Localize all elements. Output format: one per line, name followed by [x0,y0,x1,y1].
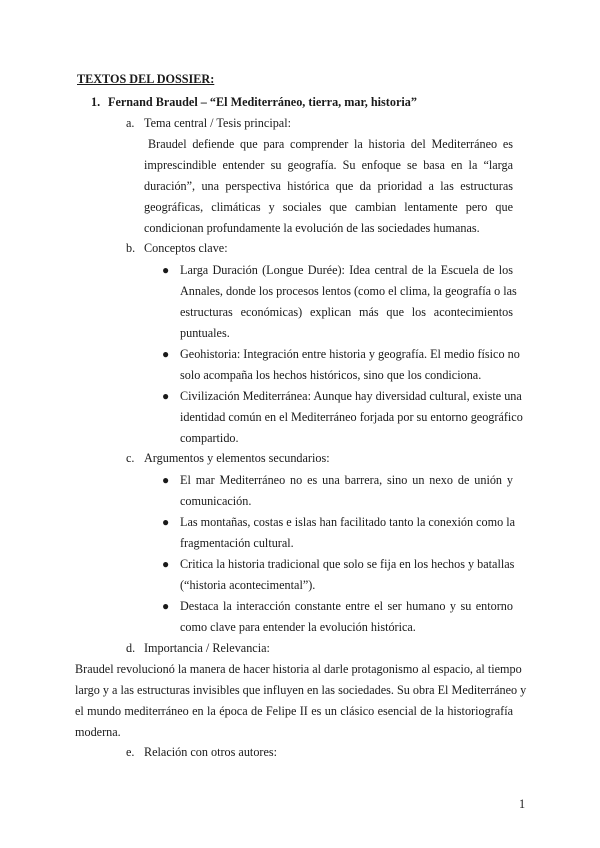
paragraph-a-line: imprescindible entender su geografía. Su enfoque se basa en la “larga [144,158,513,172]
item-b-label: Conceptos clave: [144,241,228,255]
dossier-title: TEXTOS DEL DOSSIER: [77,72,215,86]
bullet-icon: ● [162,347,170,361]
bullet-icon: ● [162,473,170,487]
item-e-label: Relación con otros autores: [144,745,278,759]
bullet-icon: ● [162,515,170,529]
paragraph-d-line: Braudel revolucionó la manera de hacer historia al darle protagonismo al espacio, al tiempo [75,662,522,676]
bullet-c3-line: (“historia acontecimental”). [180,578,316,592]
bullet-c1-line: El mar Mediterráneo no es una barrera, sino un nexo de unión y [180,473,513,487]
bullet-b1-line: estructuras económicas) explican más que los acontecimientos [180,305,513,319]
bullet-c4-line: Destaca la interacción constante entre el ser humano y su entorno [180,599,513,613]
bullet-c3-line: Critica la historia tradicional que solo se fija en los hechos y batallas [180,557,515,571]
bullet-b3-line: Civilización Mediterránea: Aunque hay diversidad cultural, existe una [180,389,522,403]
paragraph-d-line: moderna. [75,725,121,739]
item-e-marker: e. [126,745,135,759]
bullet-b3-line: identidad común en el Mediterráneo forjada por su entorno geográfico [180,410,523,424]
item-d-marker: d. [126,641,136,655]
bullet-b1-line: Annales, donde los procesos lentos (como el clima, la geografía o las [180,284,517,298]
paragraph-a-line: geográficas, climáticas y sociales que cambian lentamente pero que [144,200,513,214]
bullet-c1-line: comunicación. [180,494,252,508]
paragraph-d-line: largo y a las estructuras invisibles que influyen en las sociedades. Su obra El Mediterráneo y [75,683,527,697]
bullet-b3-line: compartido. [180,431,239,445]
bullet-b2-line: solo acompaña los hechos históricos, sino que los condiciona. [180,368,482,382]
page-number: 1 [519,797,526,811]
bullet-b1-line: puntuales. [180,326,230,340]
bullet-c4-line: como clave para entender la evolución histórica. [180,620,416,634]
item-c-label: Argumentos y elementos secundarios: [144,451,330,465]
item-d-label: Importancia / Relevancia: [144,641,270,655]
paragraph-a-line: condicionan profundamente la evolución de las sociedades humanas. [144,221,480,235]
bullet-icon: ● [162,599,170,613]
bullet-c2-line: Las montañas, costas e islas han facilitado tanto la conexión como la [180,515,516,529]
bullet-b2-line: Geohistoria: Integración entre historia y geografía. El medio físico no [180,347,520,361]
bullet-icon: ● [162,557,170,571]
item-c-marker: c. [126,451,135,465]
paragraph-d-line: el mundo mediterráneo en la época de Felipe II es un clásico esencial de la historiografía [75,704,513,718]
paragraph-a-line: Braudel defiende que para comprender la historia del Mediterráneo es [148,137,513,151]
bullet-b1-line: Larga Duración (Longue Durée): Idea central de la Escuela de los [180,263,513,277]
bullet-icon: ● [162,263,170,277]
paragraph-a-line: duración”, una perspectiva histórica que da prioridad a las estructuras [144,179,513,193]
section-title: Fernand Braudel – “El Mediterráneo, tierra, mar, historia” [108,95,417,109]
item-a-label: Tema central / Tesis principal: [144,116,291,130]
bullet-c2-line: fragmentación cultural. [180,536,294,550]
bullet-icon: ● [162,389,170,403]
section-number: 1. [91,95,101,109]
item-b-marker: b. [126,241,136,255]
item-a-marker: a. [126,116,135,130]
